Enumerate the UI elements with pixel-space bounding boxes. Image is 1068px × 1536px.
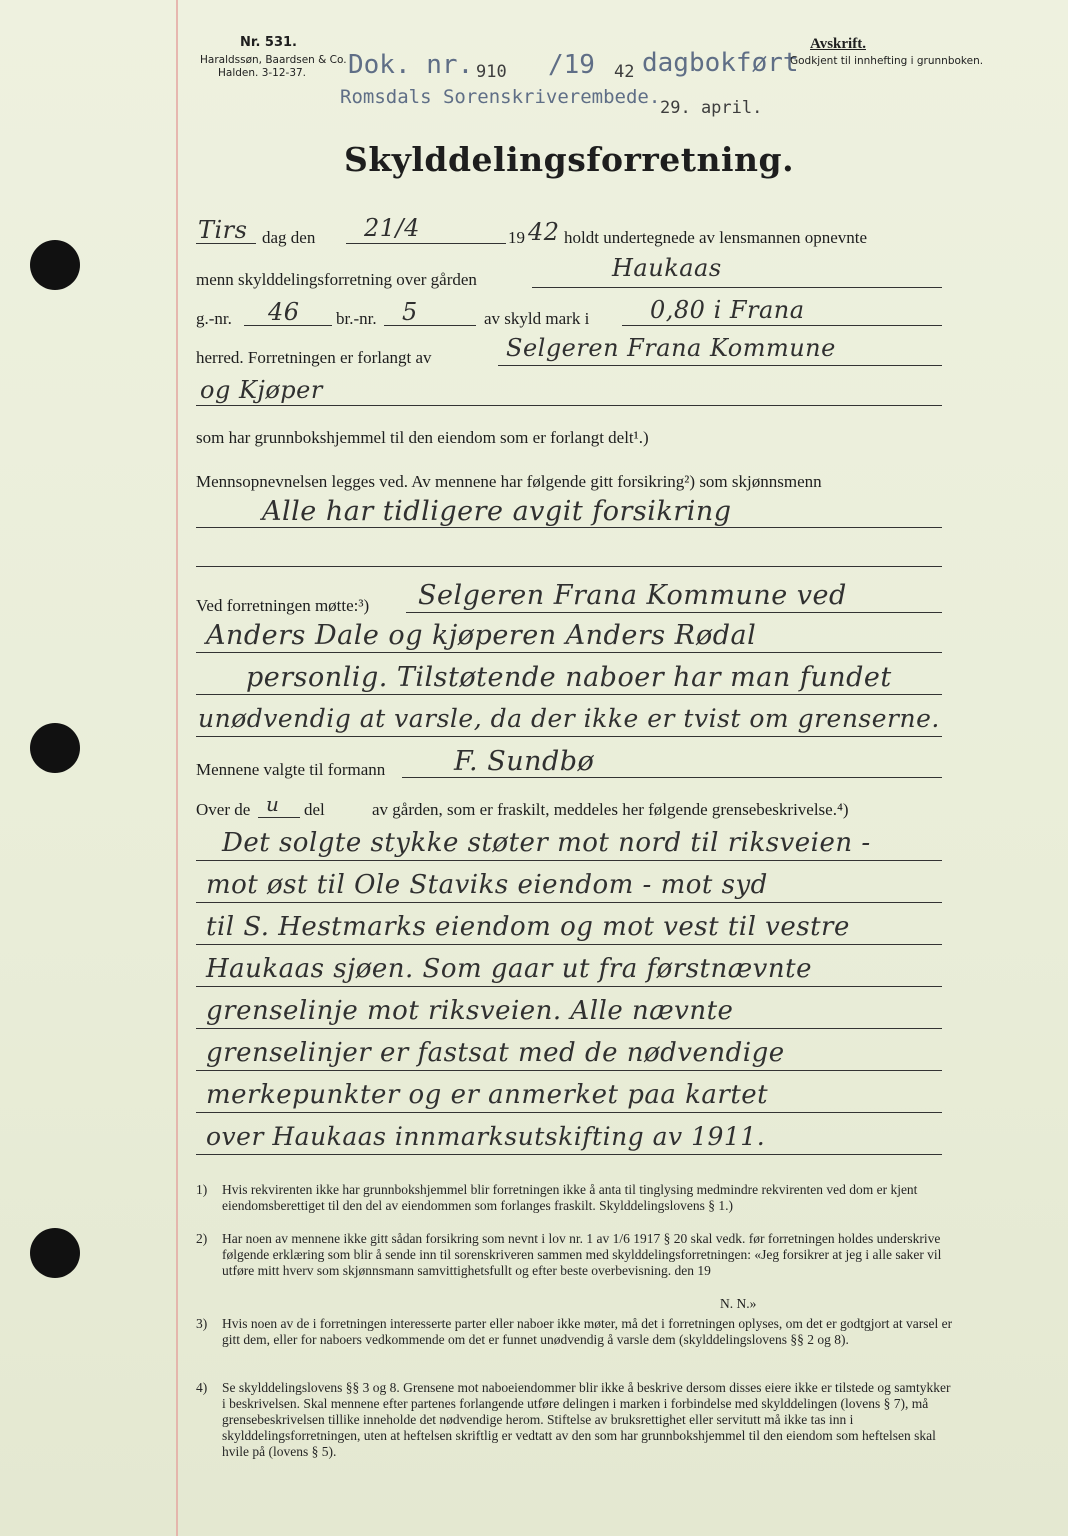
formann-handwritten: F. Sundbø	[454, 746, 595, 777]
requested-by-line-2	[196, 405, 942, 406]
gnr-handwritten: 46	[268, 298, 300, 326]
grense-line-4	[196, 986, 942, 987]
requested-by-line-1	[498, 365, 942, 366]
farm-name-handwritten: Haukaas	[612, 254, 722, 282]
forsikring-handwritten: Alle har tidligere avgit forsikring	[262, 496, 732, 527]
footnote-3-text: Hvis noen av de i forretningen interesserte parter eller naboer ikke møter, må det i forretningen oplyses, om det er godtgjort at varsel er gitt dem, eller for naboers vedkommende om det er funnet unødvendig å varsle dem (skylddelingslovens §§ 2 og 8).	[222, 1316, 953, 1347]
avskrift-note: Godkjent til innhefting i grunnboken.	[790, 55, 984, 67]
label-formann: Mennene valgte til formann	[196, 760, 386, 779]
footnote-2-number: 2)	[196, 1231, 208, 1246]
label-grensebeskrivelse: av gården, som er fraskilt, meddeles her følgende grensebeskrivelse.⁴)	[372, 800, 849, 819]
weekday-line	[196, 243, 256, 244]
stamp-office: Romsdals Sorenskriverembede.	[340, 86, 661, 108]
margin-line	[176, 0, 178, 1536]
avskrift-label: Avskrift.	[810, 36, 866, 52]
over-de-handwritten: u	[266, 792, 280, 816]
grense-line-1	[196, 860, 942, 861]
grense-handwritten-5: grenselinje mot riksveien. Alle nævnte	[206, 996, 734, 1026]
formann-line	[402, 777, 942, 778]
over-de-line	[258, 817, 300, 818]
motte-handwritten-3: personlig. Tilstøtende naboer har man fundet	[246, 662, 892, 693]
label-19: 19	[508, 228, 525, 247]
label-holdt: holdt undertegnede av lensmannen opnevnte	[564, 228, 868, 247]
gnr-line	[244, 325, 332, 326]
stamp-dok-nr: Dok. nr.	[348, 50, 474, 80]
grense-line-8	[196, 1154, 942, 1155]
footnote-2	[196, 1231, 956, 1279]
date-handwritten: 21/4	[364, 214, 420, 242]
farm-name-line	[532, 287, 942, 288]
label-bnr: br.-nr.	[336, 309, 377, 328]
footnote-3-number: 3)	[196, 1316, 208, 1331]
grense-line-3	[196, 944, 942, 945]
grense-line-2	[196, 902, 942, 903]
label-del: del	[304, 800, 325, 819]
grense-handwritten-8: over Haukaas innmarksutskifting av 1911.	[206, 1122, 766, 1151]
motte-line-1	[406, 612, 942, 613]
skyld-line	[622, 325, 942, 326]
form-number: Nr. 531.	[240, 35, 297, 50]
label-over-garden: menn skylddelingsforretning over gården	[196, 270, 477, 289]
stamp-dok-number: 910	[476, 62, 507, 82]
footnote-1	[196, 1182, 956, 1214]
footnote-2-text: Har noen av mennene ikke gitt sådan forsikring som nevnt i lov nr. 1 av 1/6 1917 § 20 skal vedk. før forretningen holdes underskrive følgende erklæring som blir å sende inn til sorenskriveren sammen med skylddelingsforretningen: «Jeg forsikrer at jeg i alle saker vil utføre mitt hverv som skjønnsmann samvittighetsfullt og efter beste overbevisning. den 19	[222, 1231, 942, 1278]
weekday-handwritten: Tirs	[198, 216, 248, 244]
motte-line-2	[196, 652, 942, 653]
grense-handwritten-6: grenselinjer er fastsat med de nødvendige	[206, 1038, 785, 1068]
stamp-slash-19: /19	[548, 50, 595, 80]
footnote-1-number: 1)	[196, 1182, 208, 1197]
punch-hole-middle	[30, 723, 80, 773]
label-grunnbokshjemmel: som har grunnbokshjemmel til den eiendom som er forlangt delt¹.)	[196, 428, 649, 447]
footnote-4-number: 4)	[196, 1380, 208, 1395]
requested-by-handwritten-2: og Kjøper	[200, 376, 323, 404]
document-title: Skylddelingsforretning.	[344, 140, 795, 179]
label-motte: Ved forretningen møtte:³)	[196, 596, 370, 615]
grense-handwritten-3: til S. Hestmarks eiendom og mot vest til vestre	[206, 912, 850, 942]
motte-handwritten-4: unødvendig at varsle, da der ikke er tvist om grenserne.	[198, 704, 940, 733]
grense-line-7	[196, 1112, 942, 1113]
grense-line-6	[196, 1070, 942, 1071]
printer-line-1: Haraldssøn, Baardsen & Co.	[200, 54, 347, 66]
date-line	[346, 243, 506, 244]
forsikring-line-1	[196, 527, 942, 528]
forsikring-line-2	[196, 566, 942, 567]
printer-line-2: Halden. 3-12-37.	[218, 67, 307, 79]
footnote-4	[196, 1380, 956, 1460]
bnr-line	[384, 325, 476, 326]
motte-line-4	[196, 736, 942, 737]
skyld-handwritten: 0,80 i Frana	[650, 296, 805, 324]
grense-handwritten-7: merkepunkter og er anmerket paa kartet	[206, 1080, 769, 1110]
stamp-year: 42	[614, 62, 635, 82]
stamp-dagbokfort: dagbokført	[642, 48, 799, 78]
label-herred: herred. Forretningen er forlangt av	[196, 348, 432, 367]
motte-handwritten-1: Selgeren Frana Kommune ved	[418, 580, 847, 611]
motte-line-3	[196, 694, 942, 695]
year-handwritten: 42	[528, 218, 560, 246]
footnote-3	[196, 1316, 956, 1348]
label-over-de: Over de	[196, 800, 251, 819]
label-mennsopnevnelsen: Mennsopnevnelsen legges ved. Av mennene har følgende gitt forsikring²) som skjønnsmenn	[196, 472, 822, 491]
stamp-date: 29. april.	[660, 98, 763, 118]
motte-handwritten-2: Anders Dale og kjøperen Anders Rødal	[206, 620, 757, 651]
grense-handwritten-2: mot øst til Ole Staviks eiendom - mot syd	[206, 870, 768, 900]
label-dag-den: dag den	[262, 228, 316, 247]
grense-line-5	[196, 1028, 942, 1029]
label-gnr: g.-nr.	[196, 309, 232, 328]
punch-hole-bottom	[30, 1228, 80, 1278]
requested-by-handwritten-1: Selgeren Frana Kommune	[506, 334, 836, 362]
punch-hole-top	[30, 240, 80, 290]
footnote-2-signature: N. N.»	[720, 1296, 757, 1311]
footnote-1-text: Hvis rekvirenten ikke har grunnbokshjemmel blir forretningen ikke å anta til tinglysing medmindre rekvirenten ved dom er kjent eiendomsberettiget til den del av eiendommen som forlanges fraskilt. Skylddelingslovens § 1.)	[222, 1182, 918, 1213]
grense-handwritten-1: Det solgte stykke støter mot nord til riksveien -	[222, 828, 871, 858]
footnote-4-text: Se skylddelingslovens §§ 3 og 8. Grensene mot naboeiendommer blir ikke å beskrive dersom disses eiere ikke er tilstede og samtykker i beskrivelsen. Skal mennene efter partenes forlangende utføre delingen i marken i forbindelse med skylddelingen (lovens § 7), må grensebeskrivelsen tillike inneholde det nødvendige herom. Stiftelse av bruksrettighet eller servitutt må ikke tas inn i skylddelingsforretningen, uten at heftelsen skriftlig er vedtatt av den som har grunnbokshjemmel til den eiendom som heftelsen skal hvile på (lovens § 5).	[222, 1380, 951, 1459]
label-skyld: av skyld mark i	[484, 309, 590, 328]
bnr-handwritten: 5	[402, 298, 418, 326]
grense-handwritten-4: Haukaas sjøen. Som gaar ut fra førstnævnte	[206, 954, 812, 984]
